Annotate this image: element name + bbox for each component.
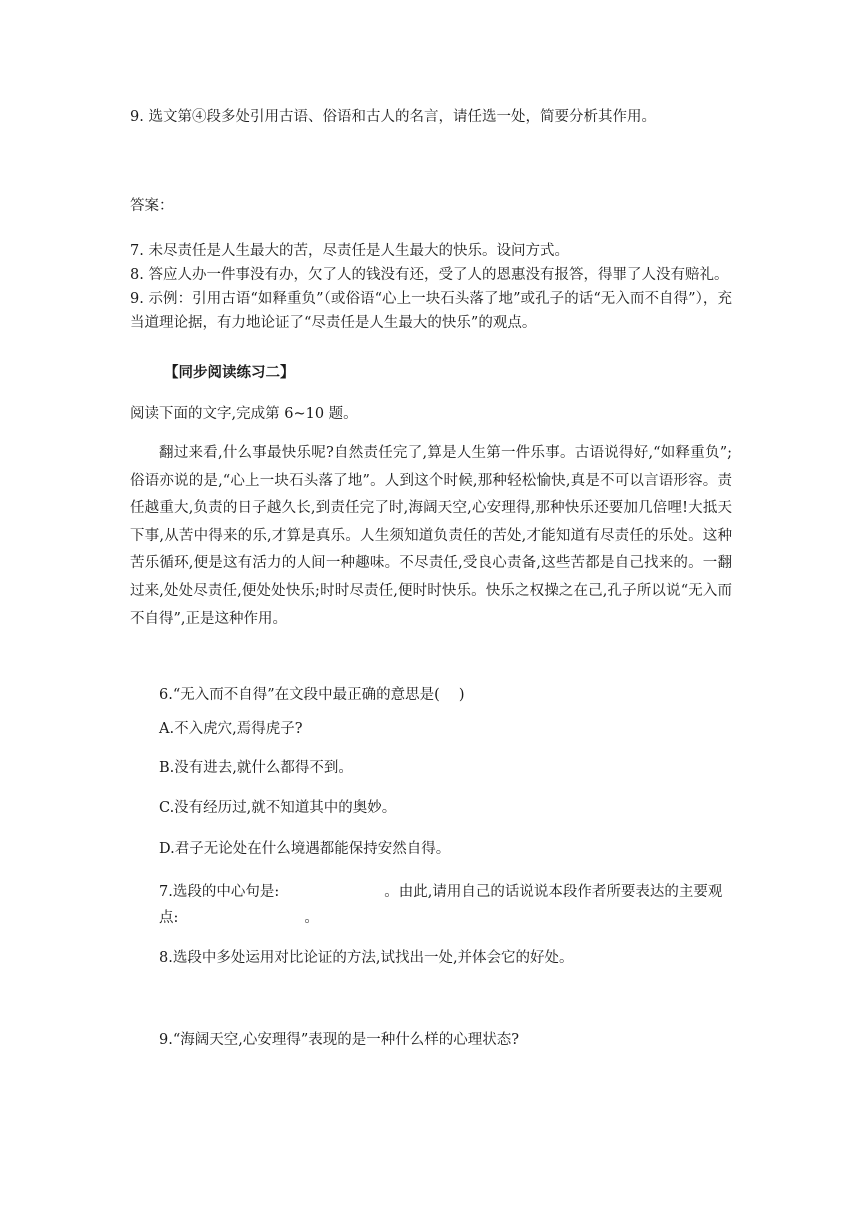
prev-question-9: 9. 选文第④段多处引用古语、俗语和古人的名言，请任选一处，简要分析其作用。 [130, 109, 656, 125]
option-d: D.君子无论处在什么境遇都能保持安然自得。 [159, 841, 451, 857]
question-6: 6.“无入而不自得”在文段中最正确的意思是( ) [159, 687, 465, 703]
section-title: 【同步阅读练习二】 [164, 364, 295, 381]
question-8: 8.选段中多处运用对比论证的方法,试找出一处,并体会它的好处。 [159, 950, 574, 966]
question-9: 9.“海阔天空,心安理得”表现的是一种什么样的心理状态? [159, 1032, 520, 1048]
option-b: B.没有进去,就什么都得不到。 [159, 760, 353, 776]
option-c: C.没有经历过,就不知道其中的奥妙。 [159, 800, 397, 816]
question-7-part-a: 7.选段的中心句是: [159, 884, 280, 900]
question-7 [159, 879, 732, 931]
question-7-part-c: 。 [304, 910, 319, 926]
answer-9: 9. 示例：引用古语“如释重负”（或俗语“心上一块石头落了地”或孔子的话“无入而不自得”），充当道理论据，有力地论证了“尽责任是人生最大的快乐”的观点。 [130, 291, 732, 331]
answer-7: 7. 未尽责任是人生最大的苦，尽责任是人生最大的快乐。设问方式。 [130, 243, 569, 259]
answer-8: 8. 答应人办一件事没有办，欠了人的钱没有还，受了人的恩惠没有报答，得罪了人没有赔礼。 [130, 267, 729, 283]
option-a: A.不入虎穴,焉得虎子? [159, 721, 303, 737]
answer-label: 答案： [130, 198, 174, 214]
question-7-part-b: 。由此,请用自己的话说说本段作者所要表达的主要观点: [159, 884, 723, 926]
instruction: 阅读下面的文字,完成第 6~10 题。 [130, 406, 358, 422]
passage: 翻过来看,什么事最快乐呢?自然责任完了,算是人生第一件乐事。古语说得好,“如释重负”;俗语亦说的是,“心上一块石头落了地”。人到这个时候,那种轻松愉快,真是不可以言语形容。责任越重大,负责的日子越久长,到责任完了时,海阔天空,心安理得,那种快乐还要加几倍哩!大抵天下事,从苦中得来的乐,才算是真乐。人生须知道负责任的苦处,才能知道有尽责任的乐处。这种苦乐循环,便是这有活力的人间一种趣味。不尽责任,受良心责备,这些苦都是自己找来的。一翻过来,处处尽责任,便处处快乐;时时尽责任,便时时快乐。快乐之权操之在己,孔子所以说“无入而不自得”,正是这种作用。 [130, 445, 732, 627]
